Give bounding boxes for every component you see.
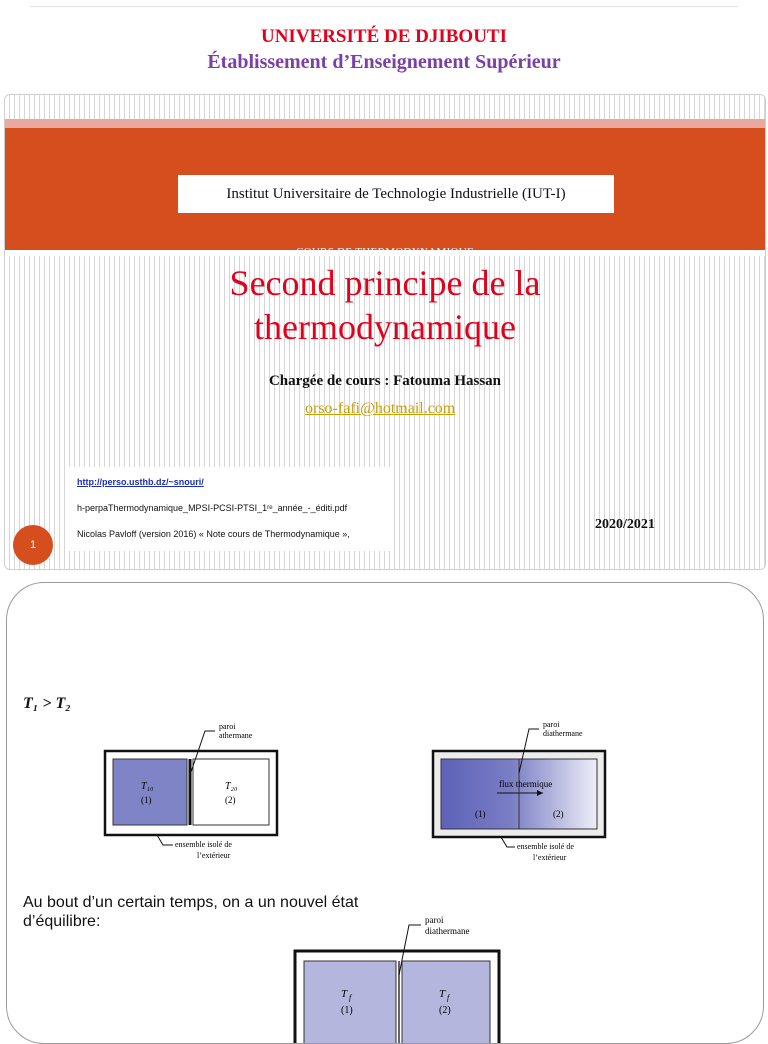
index-2: (2) — [225, 795, 236, 805]
isolated-pointer — [157, 835, 173, 845]
index-1: (1) — [475, 809, 486, 819]
index-2: (2) — [439, 1005, 451, 1016]
isolated-label: ensemble isolé de — [517, 842, 574, 851]
compartment-1 — [113, 759, 187, 825]
index-1: (1) — [141, 795, 152, 805]
compartment-2 — [193, 759, 269, 825]
author-line: Chargée de cours : Fatouma Hassan — [268, 373, 502, 389]
temp-tf-2: T — [439, 988, 446, 1000]
slide-number-badge: 1 — [13, 525, 53, 565]
document-header — [0, 0, 768, 92]
title-slide — [4, 94, 766, 570]
isolated-label-2: l’extérieur — [197, 851, 231, 860]
diagram-equilibrium — [291, 911, 511, 1043]
university-name: UNIVERSITÉ DE DJIBOUTI — [260, 26, 507, 47]
wall-label: paroi — [425, 915, 444, 925]
compartment-1 — [304, 961, 396, 1043]
institute-box: Institut Universitaire de Technologie Industrielle (IUT-I) — [178, 175, 614, 213]
wall-label-2: diathermane — [543, 729, 583, 738]
slide-divider — [5, 250, 765, 256]
isolated-pointer — [501, 837, 515, 847]
slide-accent-band — [5, 119, 765, 128]
wall-label: paroi — [543, 720, 560, 729]
reference-item: Nicolas Pavloff (version 2016) « Note cours de Thermodynamique », — [77, 529, 350, 539]
reference-item: h-perpaThermodynamique_MPSI-PCSI-PTSI_1ʳᵉ_année_-_éditi.pdf — [77, 503, 348, 513]
wall-label: paroi — [219, 722, 236, 731]
isolated-label-2: l’extérieur — [533, 853, 567, 862]
temp-t20: T₂₀ — [225, 781, 238, 792]
compartment-2 — [402, 961, 490, 1043]
index-2: (2) — [553, 809, 564, 819]
content-slide — [6, 582, 764, 1044]
author-email-link[interactable]: orso-fafi@hotmail.com — [305, 400, 456, 417]
flux-label: flux thermique — [499, 779, 553, 789]
temperature-condition: T₁ > T₂ — [23, 695, 71, 712]
wall-label-2: athermane — [219, 731, 253, 740]
slide-title-line1: Second principe de la — [229, 263, 541, 303]
temp-tf-1: T — [341, 988, 348, 1000]
establishment-name: Établissement d’Enseignement Supérieur — [207, 51, 561, 73]
academic-year: 2020/2021 — [595, 517, 655, 532]
slide-title-banner — [5, 128, 765, 250]
header-rule — [30, 6, 738, 7]
index-1: (1) — [341, 1005, 353, 1016]
equilibrium-text: Au bout d’un certain temps, on a un nouvel état d’équilibre: — [23, 894, 359, 930]
slide-title-line2: thermodynamique — [254, 307, 516, 347]
references-box — [65, 467, 391, 551]
temp-tf-1-sub: f — [349, 993, 352, 1002]
temp-tf-2-sub: f — [447, 993, 450, 1002]
isolated-label: ensemble isolé de — [175, 840, 232, 849]
diagram-athermane — [101, 713, 291, 873]
diagram-diathermane — [431, 713, 621, 873]
wall-label-2: diathermane — [425, 926, 470, 936]
reference-link[interactable]: http://perso.usthb.dz/~snouri/ — [77, 477, 204, 487]
temp-t10: T₁₀ — [141, 781, 154, 792]
slide-title — [5, 261, 765, 349]
